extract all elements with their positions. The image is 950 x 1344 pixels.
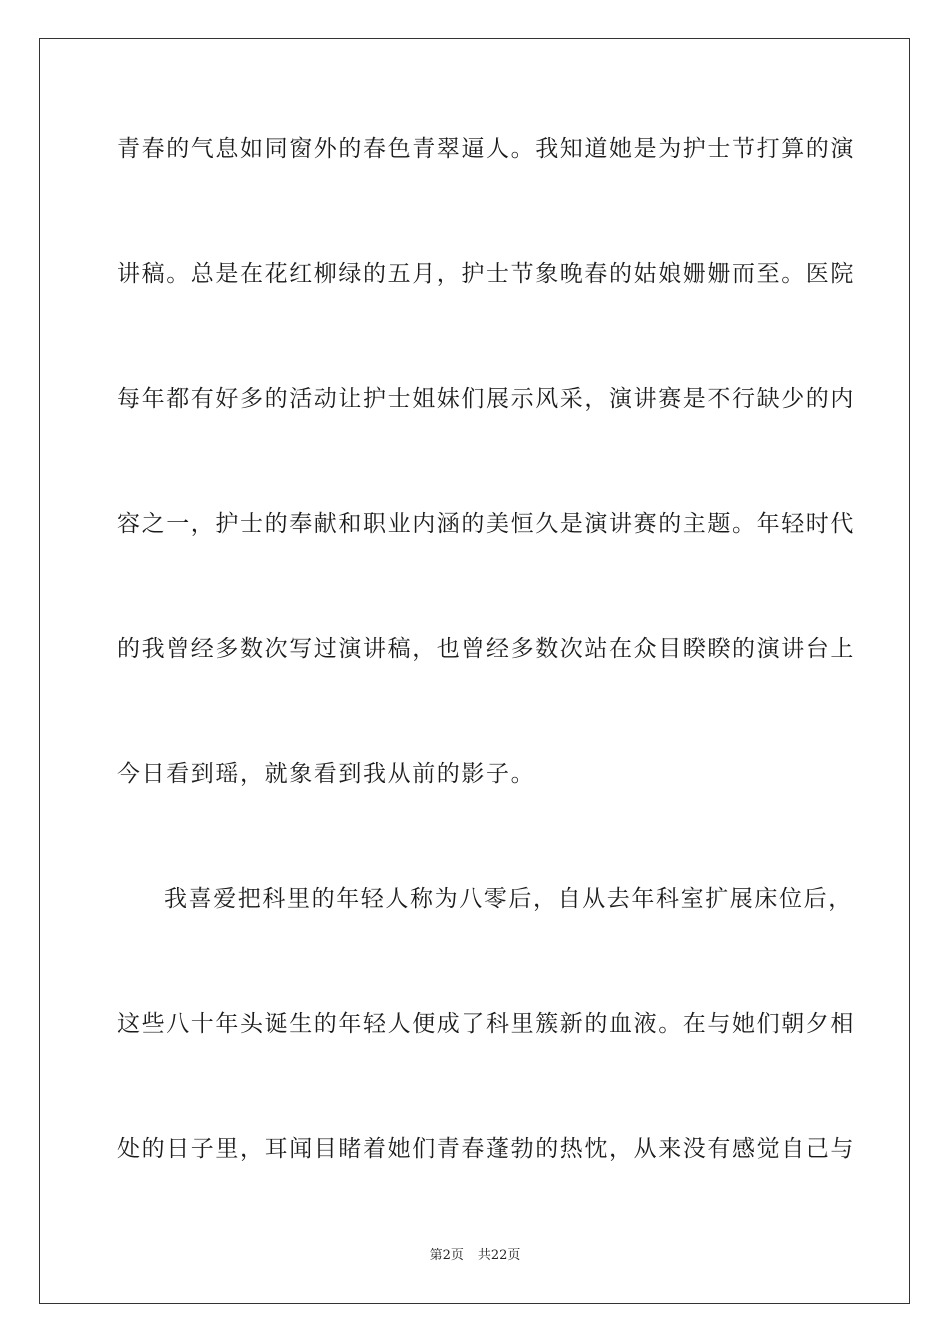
paragraph-line: 讲稿。总是在花红柳绿的五月，护士节象晚春的姑娘姗姗而至。医院: [117, 261, 855, 287]
paragraph-line-last: 今日看到瑶，就象看到我从前的影子。: [117, 761, 536, 787]
paragraph-first-line: 我喜爱把科里的年轻人称为八零后，自从去年科室扩展床位后，: [164, 886, 853, 912]
paragraph-line: 每年都有好多的活动让护士姐妹们展示风采，演讲赛是不行缺少的内: [117, 386, 855, 412]
paragraph-line: 这些八十年头诞生的年轻人便成了科里簇新的血液。在与她们朝夕相: [117, 1011, 855, 1037]
page-number: 第2页: [429, 1248, 464, 1263]
page-border: [39, 38, 910, 1304]
paragraph-line: 青春的气息如同窗外的春色青翠逼人。我知道她是为护士节打算的演: [117, 136, 855, 162]
total-pages: 共22页: [477, 1248, 521, 1263]
page-footer: [0, 1247, 950, 1265]
paragraph-line: 的我曾经多数次写过演讲稿，也曾经多数次站在众目睽睽的演讲台上: [117, 636, 855, 662]
paragraph-line: 处的日子里，耳闻目睹着她们青春蓬勃的热忱，从来没有感觉自己与: [117, 1136, 855, 1162]
paragraph-line: 容之一，护士的奉献和职业内涵的美恒久是演讲赛的主题。年轻时代: [117, 511, 855, 537]
